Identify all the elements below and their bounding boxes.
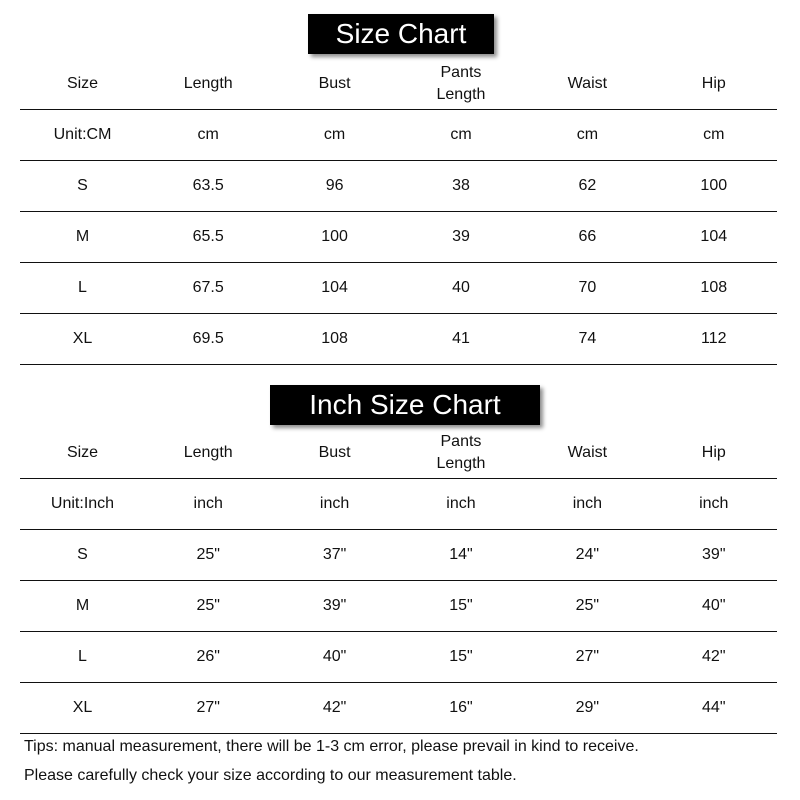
table-row <box>20 632 777 683</box>
table-cell: 25" <box>524 581 650 632</box>
table-cell: 24" <box>524 530 650 581</box>
header-size: Size <box>20 59 145 110</box>
unit-row <box>20 110 777 161</box>
table-cell: 39" <box>271 581 397 632</box>
table-cell: 108 <box>271 314 397 365</box>
table-row <box>20 581 777 632</box>
table-cell: 27" <box>524 632 650 683</box>
header-waist: Waist <box>524 428 650 479</box>
tip-measurement-error: Tips: manual measurement, there will be 1-3 cm error, please prevail in kind to receive. <box>24 738 639 755</box>
header-pants-length-label: Pants Length <box>436 433 486 472</box>
table-row <box>20 263 777 314</box>
table-cell: 69.5 <box>145 314 271 365</box>
table-cell: 66 <box>524 212 650 263</box>
table-cell: M <box>20 581 145 632</box>
table-row <box>20 212 777 263</box>
table-cell: 39" <box>651 530 777 581</box>
cm-size-table <box>20 59 777 365</box>
table-cell: 65.5 <box>145 212 271 263</box>
table-cell: 14" <box>398 530 524 581</box>
table-cell: 74 <box>524 314 650 365</box>
table-cell: S <box>20 530 145 581</box>
table-cell: Unit:Inch <box>20 479 145 530</box>
table-cell: cm <box>271 110 397 161</box>
table-row <box>20 314 777 365</box>
header-bust: Bust <box>271 428 397 479</box>
table-cell: 104 <box>271 263 397 314</box>
table-cell: inch <box>398 479 524 530</box>
header-bust: Bust <box>271 59 397 110</box>
table-cell: 100 <box>651 161 777 212</box>
table-row <box>20 683 777 734</box>
table-cell: 40" <box>271 632 397 683</box>
table-cell: cm <box>398 110 524 161</box>
table-cell: 70 <box>524 263 650 314</box>
header-length: Length <box>145 59 271 110</box>
table-cell: S <box>20 161 145 212</box>
table-cell: 41 <box>398 314 524 365</box>
table-cell: cm <box>145 110 271 161</box>
table-header-row <box>20 59 777 110</box>
table-cell: cm <box>524 110 650 161</box>
table-cell: 25" <box>145 581 271 632</box>
table-cell: inch <box>145 479 271 530</box>
header-waist: Waist <box>524 59 650 110</box>
table-cell: 40" <box>651 581 777 632</box>
table-cell: 40 <box>398 263 524 314</box>
inch-size-table <box>20 428 777 734</box>
table-cell: 42" <box>271 683 397 734</box>
table-cell: 39 <box>398 212 524 263</box>
table-cell: M <box>20 212 145 263</box>
table-cell: cm <box>651 110 777 161</box>
header-size: Size <box>20 428 145 479</box>
table-cell: inch <box>524 479 650 530</box>
header-length: Length <box>145 428 271 479</box>
inch-chart-title: Inch Size Chart <box>270 385 540 425</box>
table-cell: 38 <box>398 161 524 212</box>
header-pants-length <box>398 428 524 479</box>
table-cell: inch <box>271 479 397 530</box>
table-cell: inch <box>651 479 777 530</box>
tip-check-size: Please carefully check your size according to our measurement table. <box>24 767 517 784</box>
table-cell: 26" <box>145 632 271 683</box>
table-cell: XL <box>20 683 145 734</box>
table-cell: 112 <box>651 314 777 365</box>
table-cell: 16" <box>398 683 524 734</box>
table-cell: 15" <box>398 632 524 683</box>
header-hip: Hip <box>651 428 777 479</box>
table-header-row <box>20 428 777 479</box>
table-cell: 62 <box>524 161 650 212</box>
table-cell: L <box>20 632 145 683</box>
table-cell: 104 <box>651 212 777 263</box>
table-cell: 67.5 <box>145 263 271 314</box>
unit-row <box>20 479 777 530</box>
table-cell: 25" <box>145 530 271 581</box>
table-cell: 44" <box>651 683 777 734</box>
cm-chart-title: Size Chart <box>308 14 494 54</box>
table-row <box>20 530 777 581</box>
table-cell: 29" <box>524 683 650 734</box>
header-hip: Hip <box>651 59 777 110</box>
table-cell: 108 <box>651 263 777 314</box>
table-cell: 100 <box>271 212 397 263</box>
header-pants-length <box>398 59 524 110</box>
table-cell: 63.5 <box>145 161 271 212</box>
header-pants-length-label: Pants Length <box>436 64 486 103</box>
table-cell: 42" <box>651 632 777 683</box>
table-cell: Unit:CM <box>20 110 145 161</box>
table-cell: 37" <box>271 530 397 581</box>
table-cell: L <box>20 263 145 314</box>
table-row <box>20 161 777 212</box>
table-cell: 27" <box>145 683 271 734</box>
table-cell: 15" <box>398 581 524 632</box>
table-cell: 96 <box>271 161 397 212</box>
table-cell: XL <box>20 314 145 365</box>
